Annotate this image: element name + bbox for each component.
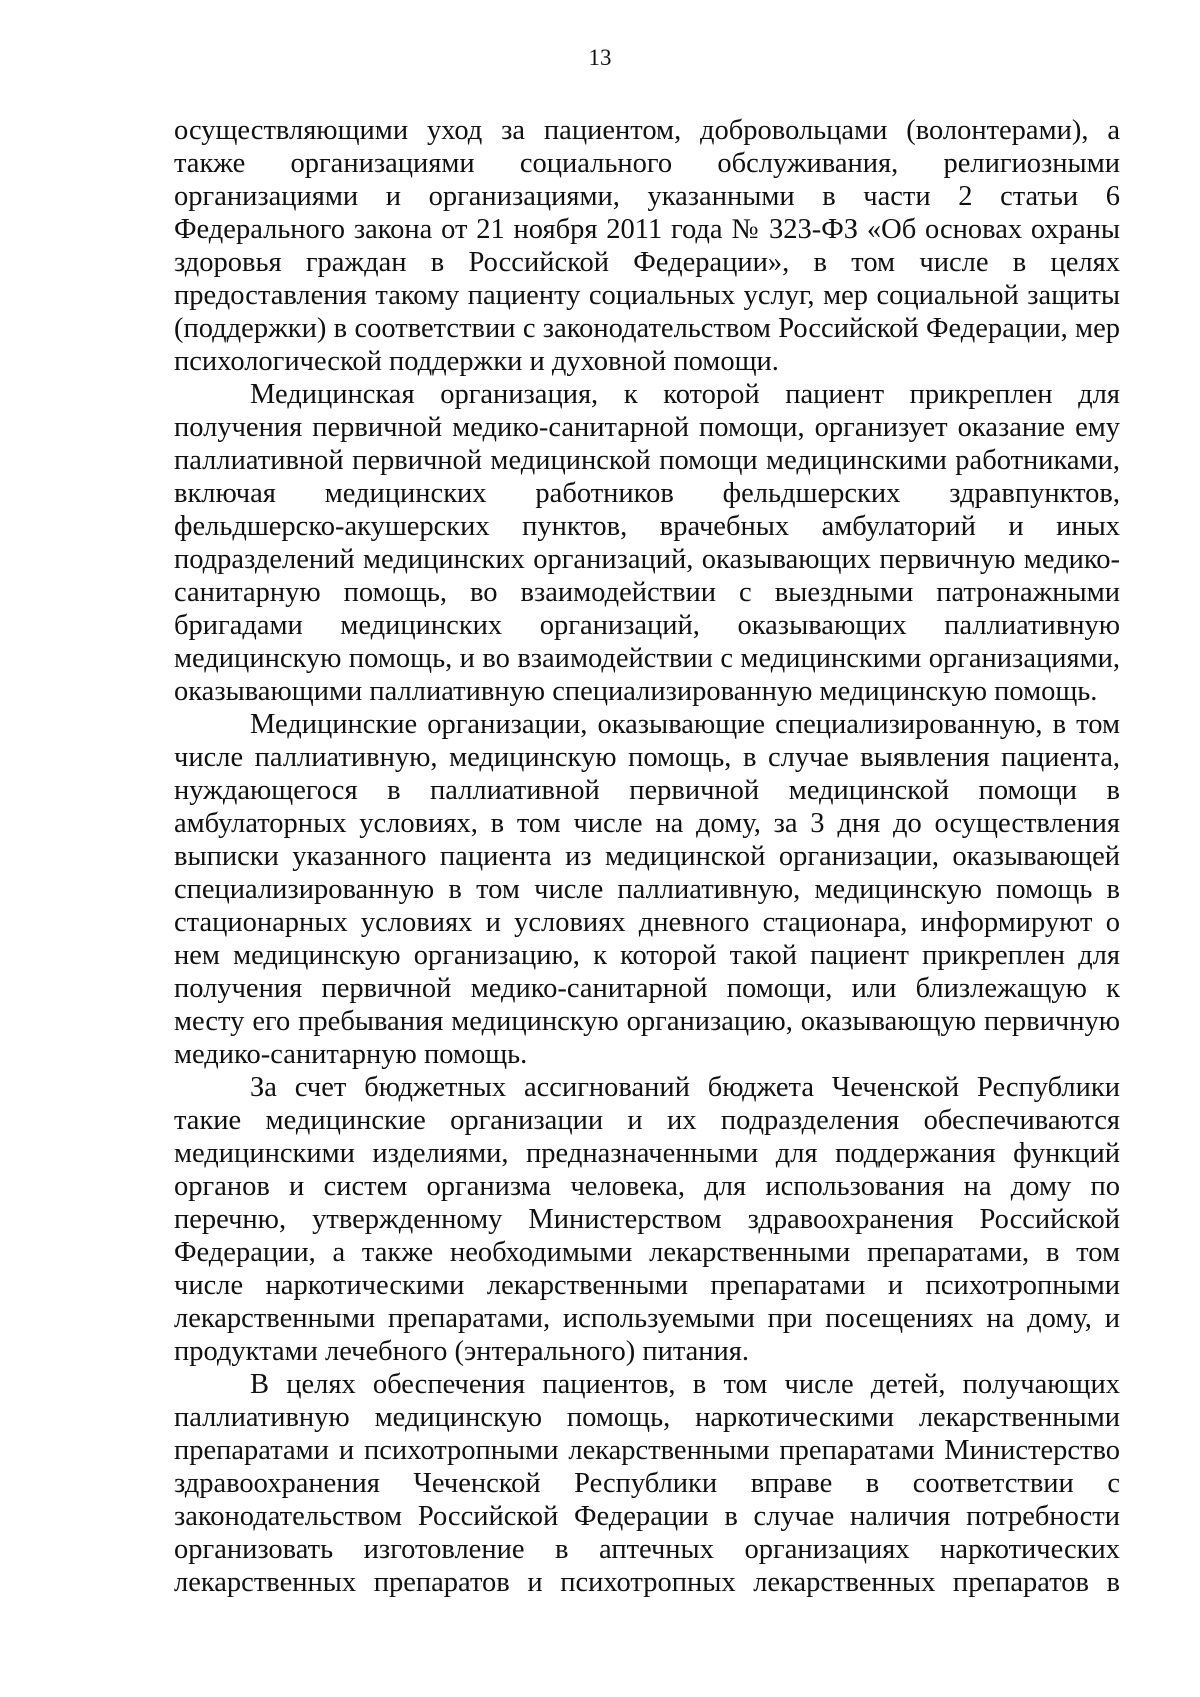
- paragraph-5: В целях обеспечения пациентов, в том числе детей, получающих паллиативную медицинскую помощь, наркотическими лекарственными препаратами и психотропными лекарственными препаратами Министерство здравоохранения Чеченской Республики вправе в соответствии с законодательством Российской Федерации в случае наличия потребности организовать изготовление в аптечных организациях наркотических лекарственных препаратов и психотропных лекарственных препаратов в: [174, 1369, 1120, 1598]
- paragraph-2: Медицинская организация, к которой пациент прикреплен для получения первичной медико-санитарной помощи, организует оказание ему паллиативной первичной медицинской помощи медицинскими работниками, включая медицинских работников фельдшерских здравпунктов, фельдшерско-акушерских пунктов, врачебных амбулаторий и иных подразделений медицинских организаций, оказывающих первичную медико-санитарную помощь, во взаимодействии с выездными патронажными бригадами медицинских организаций, оказывающих паллиативную медицинскую помощь, и во взаимодействии с медицинскими организациями, оказывающими паллиативную специализированную медицинскую помощь.: [174, 379, 1120, 707]
- document-body: [174, 114, 1120, 1599]
- paragraph-3: Медицинские организации, оказывающие специализированную, в том числе паллиативную, медицинскую помощь, в случае выявления пациента, нуждающегося в паллиативной первичной медицинской помощи в амбулаторных условиях, в том числе на дому, за 3 дня до осуществления выписки указанного пациента из медицинской организации, оказывающей специализированную в том числе паллиативную, медицинскую помощь в стационарных условиях и условиях дневного стационара, информируют о нем медицинскую организацию, к которой такой пациент прикреплен для получения первичной медико-санитарной помощи, или близлежащую к месту его пребывания медицинскую организацию, оказывающую первичную медико-санитарную помощь.: [174, 709, 1120, 1070]
- paragraph-4: За счет бюджетных ассигнований бюджета Чеченской Республики такие медицинские организации и их подразделения обеспечиваются медицинскими изделиями, предназначенными для поддержания функций органов и систем организма человека, для использования на дому по перечню, утвержденному Министерством здравоохранения Российской Федерации, а также необходимыми лекарственными препаратами, в том числе наркотическими лекарственными препаратами и психотропными лекарственными препаратами, используемыми при посещениях на дому, и продуктами лечебного (энтерального) питания.: [174, 1072, 1120, 1367]
- paragraph-1: осуществляющими уход за пациентом, добровольцами (волонтерами), а также организациями социального обслуживания, религиозными организациями и организациями, указанными в части 2 статьи 6 Федерального закона от 21 ноября 2011 года № 323-ФЗ «Об основах охраны здоровья граждан в Российской Федерации», в том числе в целях предоставления такому пациенту социальных услуг, мер социальной защиты (поддержки) в соответствии с законодательством Российской Федерации, мер психологической поддержки и духовной помощи.: [174, 115, 1120, 377]
- page-number: 13: [588, 45, 612, 70]
